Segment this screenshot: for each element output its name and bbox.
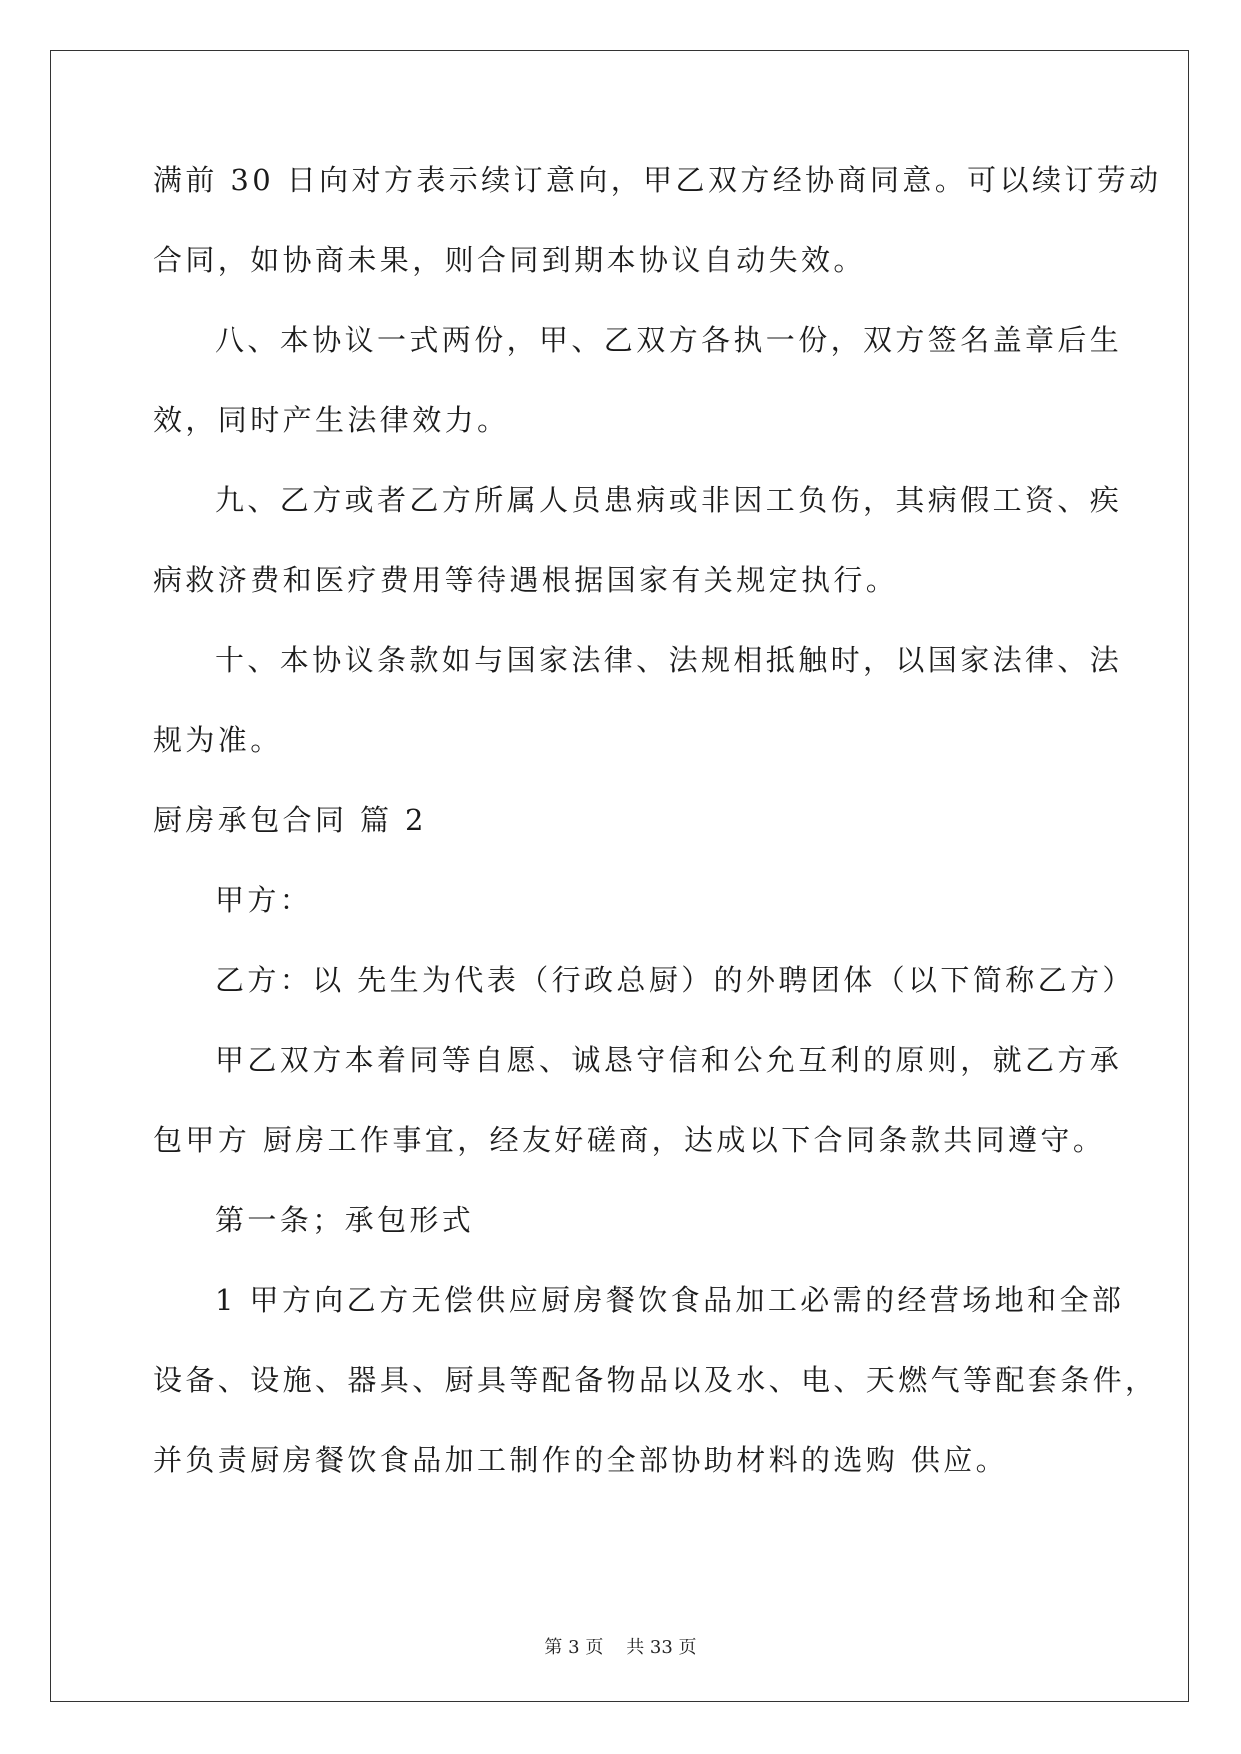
page-number: 第 3 页 共 33 页	[544, 1637, 697, 1658]
text-line: 九、乙方或者乙方所属人员患病或非因工负伤，其病假工资、疾	[215, 483, 1123, 517]
text-line: 包甲方 厨房工作事宜，经友好磋商，达成以下合同条款共同遵守。	[153, 1123, 1106, 1157]
text-line: 1 甲方向乙方无偿供应厨房餐饮食品加工必需的经营场地和全部	[215, 1283, 1125, 1317]
text-line: 规为准。	[153, 723, 283, 757]
text-line: 设备、设施、器具、厨具等配备物品以及水、电、天燃气等配套条件，	[153, 1363, 1158, 1397]
text-line: 甲乙双方本着同等自愿、诚恳守信和公允互利的原则，就乙方承	[215, 1043, 1123, 1077]
text-line: 甲方：	[215, 883, 313, 917]
text-line: 病救济费和医疗费用等待遇根据国家有关规定执行。	[153, 563, 899, 597]
text-line: 并负责厨房餐饮食品加工制作的全部协助材料的选购 供应。	[153, 1443, 1009, 1477]
text-line: 第一条；承包形式	[215, 1203, 475, 1237]
section-heading: 厨房承包合同 篇 2	[153, 803, 427, 837]
text-line: 效，同时产生法律效力。	[153, 403, 510, 437]
text-line: 乙方：以 先生为代表（行政总厨）的外聘团体（以下简称乙方）	[215, 963, 1135, 997]
text-line: 合同，如协商未果，则合同到期本协议自动失效。	[153, 243, 866, 277]
text-line: 八、本协议一式两份，甲、乙双方各执一份，双方签名盖章后生	[215, 323, 1123, 357]
text-line: 十、本协议条款如与国家法律、法规相抵触时，以国家法律、法	[215, 643, 1123, 677]
text-line: 满前 30 日向对方表示续订意向，甲乙双方经协商同意。可以续订劳动	[153, 163, 1162, 197]
